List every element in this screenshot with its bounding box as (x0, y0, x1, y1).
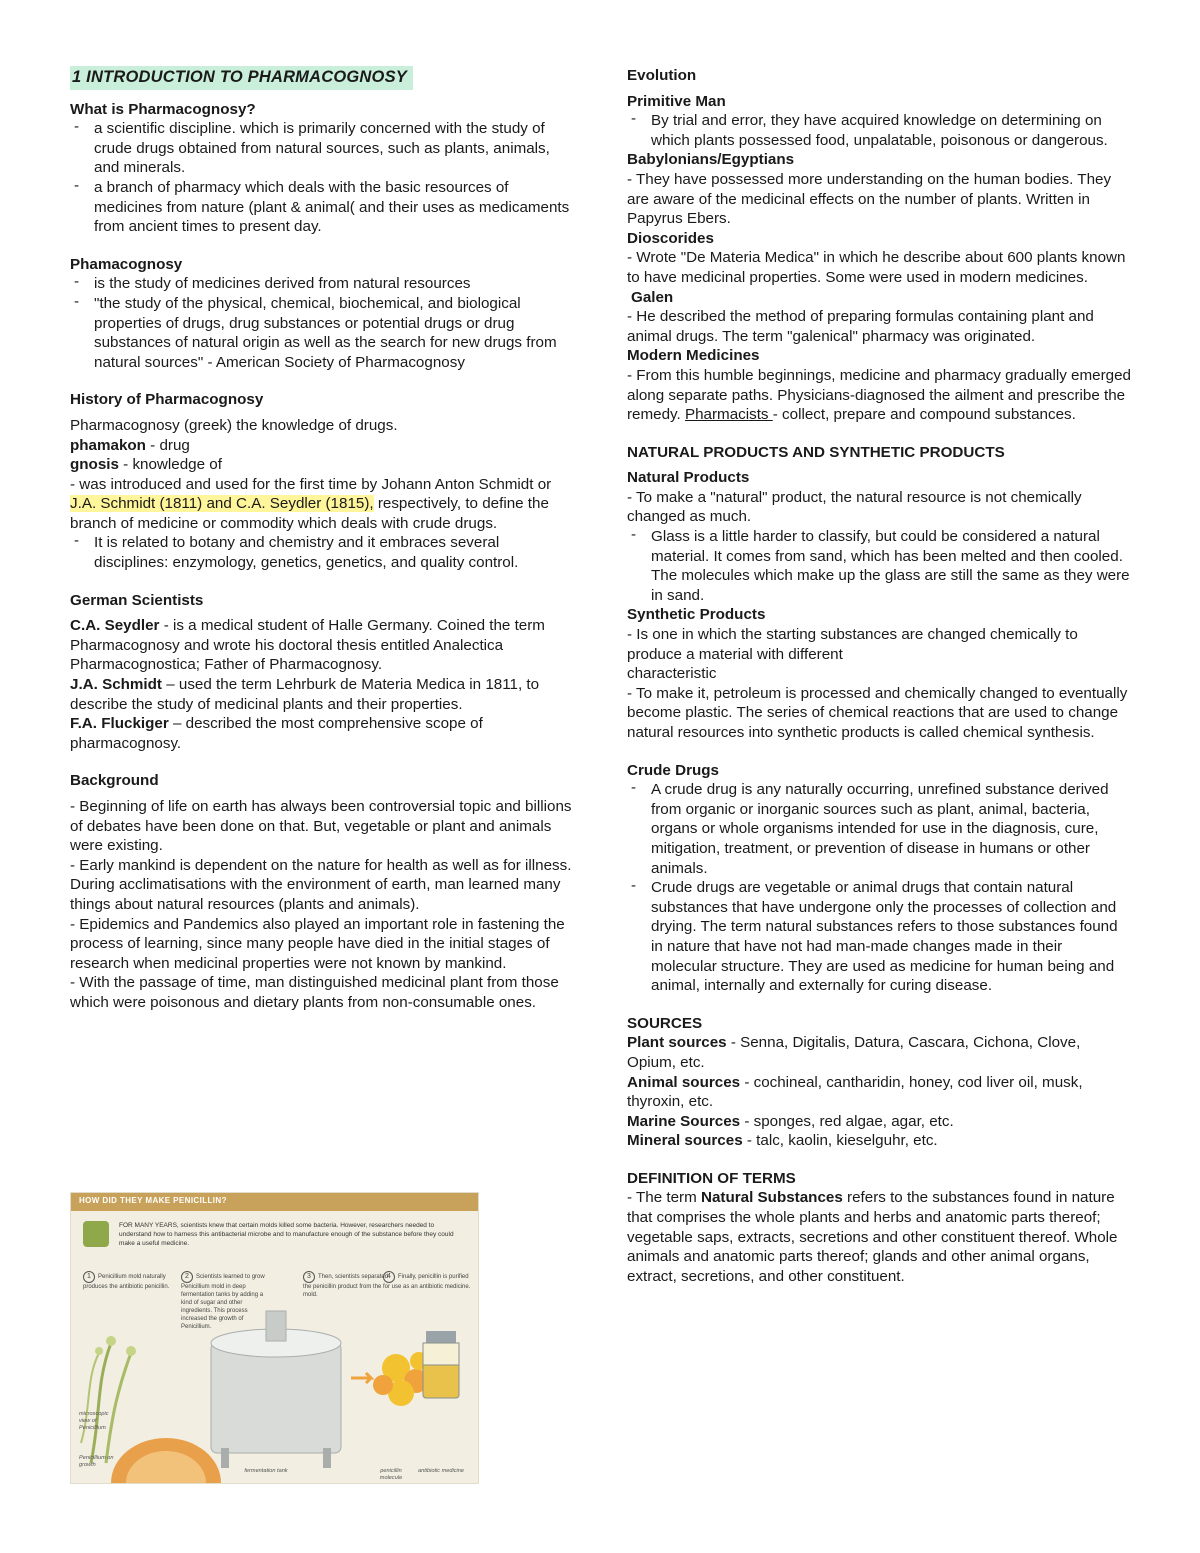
plant-label: Plant sources (627, 1034, 727, 1052)
babylon-text: - They have possessed more understanding on the human bodies. They are aware of the medicinal effects on the number of plants. Written in Papyrus Ebers. (627, 170, 1112, 228)
penicillin-molecule-icon (373, 1352, 428, 1406)
history-intro (70, 475, 575, 534)
synthetic-line: characteristic (627, 665, 717, 683)
synthetic-line: - To make it, petroleum is processed and chemically changed to eventually become plastic. The series of chemical reactions that are used to change natural resources into synthetic products is called chemical synthesis. (627, 684, 1128, 741)
gnosis-term: gnosis (70, 456, 119, 474)
label-medicine: antibiotic medicine (417, 1468, 465, 1474)
dioscorides-heading: Dioscorides (627, 229, 714, 247)
defs-text-b: refers to the substances found in nature that comprises the whole plants and herbs and anatomic parts thereof; vegetable saps, extracts, secretions and other constituent thereof. Whole animals and anatomic parts thereof; glands and other animal organs, extract, secretions, and other constituent. (627, 1189, 1118, 1285)
modern-text-b: - collect, prepare and compound substances. (772, 406, 1076, 424)
history-heading: History of Pharmacognosy (70, 391, 264, 409)
pharm-list (70, 274, 575, 372)
label-tank: fermentation tank (244, 1468, 288, 1474)
label-micro: microscopic view of Penicillium (79, 1411, 109, 1431)
list-item: - is the study of medicines derived from natural resources (70, 274, 575, 294)
natural-text: - To make a "natural" product, the natural resource is not chemically changed as much. (627, 488, 1082, 526)
history-list (70, 533, 575, 572)
babylon-heading: Babylonians/Egyptians (627, 151, 795, 169)
what-list (70, 119, 575, 237)
list-item: - "the study of the physical, chemical, biochemical, and biological properties of drugs, drug substances or potential drugs or drug substances of natural origin as well as the search for new drugs from natural sources" - American Society of Pharmacognosy (70, 294, 575, 372)
background-para: - Early mankind is dependent on the nature for health as well as for illness. During acclimatisations with the environment of earth, man learned many things about natural resources (plants and animals). (70, 856, 572, 913)
step-number: 3 (303, 1271, 315, 1283)
galen-text: - He described the method of preparing formulas containing plant and animal drugs. The term "galenical" pharmacy was originated. (627, 308, 1094, 345)
animal-text: - cochineal, cantharidin, honey, cod liver oil, musk, thyroxin, etc. (627, 1073, 1083, 1111)
phamakon-term: phamakon (70, 436, 146, 454)
defs-text-a: - The term (627, 1189, 701, 1207)
schmidt-name: J.A. Schmidt (70, 676, 162, 694)
list-item: - It is related to botany and chemistry and it embraces several disciplines: enzymology, genetics, genetics, and quality control. (70, 533, 575, 572)
label-bread: Penicillium on growth (79, 1455, 114, 1468)
list-item: - a scientific discipline. which is primarily concerned with the study of crude drugs obtained from natural sources, such as plants, animals, and minerals. (70, 119, 575, 178)
natural-list (627, 527, 1132, 605)
right-column (627, 66, 1132, 1286)
list-item: - a branch of pharmacy which deals with the basic resources of medicines from nature (plant & animal( and their uses as medicaments from ancient times to present day. (70, 178, 575, 237)
step-text: Then, scientists separated the penicillin product from the mold. (303, 1274, 389, 1298)
german-heading: German Scientists (70, 591, 204, 609)
primitive-heading: Primitive Man (627, 92, 726, 110)
step-number: 1 (83, 1271, 95, 1283)
figure-header: HOW DID THEY MAKE PENICILLIN? (71, 1193, 478, 1211)
label-molecule: penicillin molecule (379, 1468, 403, 1481)
background-para: - Epidemics and Pandemics also played an important role in fastening the process of learning, since many people have died in the initial stages of research when medicinal properties were not known by mankind. (70, 915, 565, 972)
plant-sources (627, 1033, 1132, 1072)
fluckiger-name: F.A. Fluckiger (70, 715, 169, 733)
natsyn-heading: NATURAL PRODUCTS AND SYNTHETIC PRODUCTS (627, 443, 1005, 461)
step-text: Scientists learned to grow Penicillium mold in deep fermentation tanks by adding a kind of sugar and other ingredients. This process increased the growth of Penicillium. (181, 1274, 265, 1330)
list-item: - By trial and error, they have acquired knowledge on determining on which plants possessed food, unpalatable, poisonous or dangerous. (627, 111, 1132, 150)
gnosis-def (70, 455, 575, 475)
mineral-sources (627, 1131, 1132, 1151)
phamakon-def (70, 436, 575, 456)
mineral-text: - talc, kaolin, kieselguhr, etc. (742, 1132, 938, 1150)
highlighted-text: J.A. Schmidt (1811) and C.A. Seydler (1815), (70, 495, 374, 513)
defs-text (627, 1188, 1132, 1286)
seydler-text: - is a medical student of Halle Germany. Coined the term Pharmacognosy and wrote his doctoral thesis entitled Analectica Pharmacognostica; Father of Pharmacognosy. (70, 617, 545, 674)
seydler-entry (70, 616, 575, 675)
mold-strands-icon (81, 1336, 136, 1463)
page-title: 1 INTRODUCTION TO PHARMACOGNOSY (70, 66, 413, 90)
fluckiger-text: – described the most comprehensive scope of pharmacognosy. (70, 715, 483, 752)
animal-sources (627, 1073, 1132, 1112)
penicillin-figure (70, 1192, 479, 1484)
defs-heading: DEFINITION OF TERMS (627, 1169, 796, 1187)
list-item: - Crude drugs are vegetable or animal drugs that contain natural substances that have undergone only the processes of collection and drying. The term natural substances refers to those substances found in nature that have not had man-made changes made in their molecular structure. They are used as medicine for human being and animal, internally and externally for curing disease. (627, 878, 1132, 996)
evolution-heading: Evolution (627, 67, 697, 84)
fluckiger-entry (70, 714, 575, 753)
list-item: - A crude drug is any naturally occurring, unrefined substance derived from organic or inorganic sources such as plant, animal, bacteria, organs or whole organisms intended for use in the diagnosis, cure, mitigation, treatment, or prevention of disease in humans or other animals. (627, 780, 1132, 878)
modern-heading: Modern Medicines (627, 347, 760, 365)
plant-text: - Senna, Digitalis, Datura, Cascara, Cichona, Clove, Opium, etc. (627, 1034, 1081, 1071)
pharmacists-underlined: Pharmacists (684, 406, 773, 424)
synthetic-line: - Is one in which the starting substances are changed chemically to produce a material with different (627, 626, 1078, 663)
history-intro-b: respectively, to define the branch of medicine or commodity which deals with crude drugs. (70, 495, 549, 532)
pharm-heading: Phamacognosy (70, 255, 183, 273)
figure-intro: FOR MANY YEARS, scientists knew that certain molds killed some bacteria. However, researchers needed to understand how to harness this antibacterial microbe and to manufacture enough of the substance before they could make a useful medicine. (119, 1222, 454, 1247)
primitive-list (627, 111, 1132, 150)
background-para: - With the passage of time, man distinguished medicinal plant from those which were poisonous and dietary plants from non-consumable ones. (70, 974, 559, 1011)
left-column (70, 66, 575, 1013)
figure-illustration (71, 1193, 478, 1483)
marine-label: Marine Sources (627, 1112, 741, 1130)
animal-label: Animal sources (627, 1073, 741, 1091)
crude-list (627, 780, 1132, 996)
step-number: 4 (383, 1271, 395, 1283)
phamakon-text: - drug (145, 436, 190, 454)
step-text: Penicillium mold naturally produces the antibiotic penicillin. (83, 1274, 170, 1290)
schmidt-entry (70, 675, 575, 714)
synthetic-heading: Synthetic Products (627, 606, 766, 624)
marine-text: - sponges, red algae, agar, etc. (740, 1112, 954, 1130)
medicine-vial-icon (423, 1331, 459, 1398)
background-para: - Beginning of life on earth has always been controversial topic and billions of debates have been done on that. But, vegetable or plant and animals were existing. (70, 798, 572, 855)
galen-heading: Galen (631, 288, 674, 306)
fermentation-tank-icon (211, 1311, 341, 1468)
step-number: 2 (181, 1271, 193, 1283)
mineral-label: Mineral sources (627, 1132, 743, 1150)
background-heading: Background (70, 772, 159, 790)
defs-bold: Natural Substances (701, 1189, 843, 1207)
history-line: Pharmacognosy (greek) the knowledge of drugs. (70, 416, 398, 434)
schmidt-text: – used the term Lehrburk de Materia Medica in 1811, to describe the study of medicinal plants and their properties. (70, 676, 540, 713)
bread-icon (111, 1438, 221, 1483)
what-heading: What is Pharmacognosy? (70, 100, 256, 118)
history-intro-a: - was introduced and used for the first time by Johann Anton Schmidt or (70, 475, 552, 493)
sources-heading: SOURCES (627, 1014, 703, 1032)
dioscorides-text: - Wrote "De Materia Medica" in which he describe about 600 plants known to have medicinal properties. Some were used in modern medicines. (627, 249, 1126, 286)
list-item: - Glass is a little harder to classify, but could be considered a natural material. It comes from sand, which has been melted and then cooled. The molecules which make up the glass are still the same as they were in sand. (627, 527, 1132, 605)
modern-text-a: - From this humble beginnings, medicine and pharmacy gradually emerged along separate paths. Physicians-diagnosed the ailment and prescribe the remedy. (627, 366, 1131, 424)
marine-sources (627, 1112, 1132, 1132)
step-text: Finally, penicillin is purified for use as an antibiotic medicine. (383, 1274, 471, 1290)
crude-heading: Crude Drugs (627, 761, 719, 779)
seydler-name: C.A. Seydler (70, 617, 160, 635)
gnosis-text: - knowledge of (118, 456, 222, 474)
natural-heading: Natural Products (627, 469, 750, 487)
modern-text (627, 366, 1132, 425)
